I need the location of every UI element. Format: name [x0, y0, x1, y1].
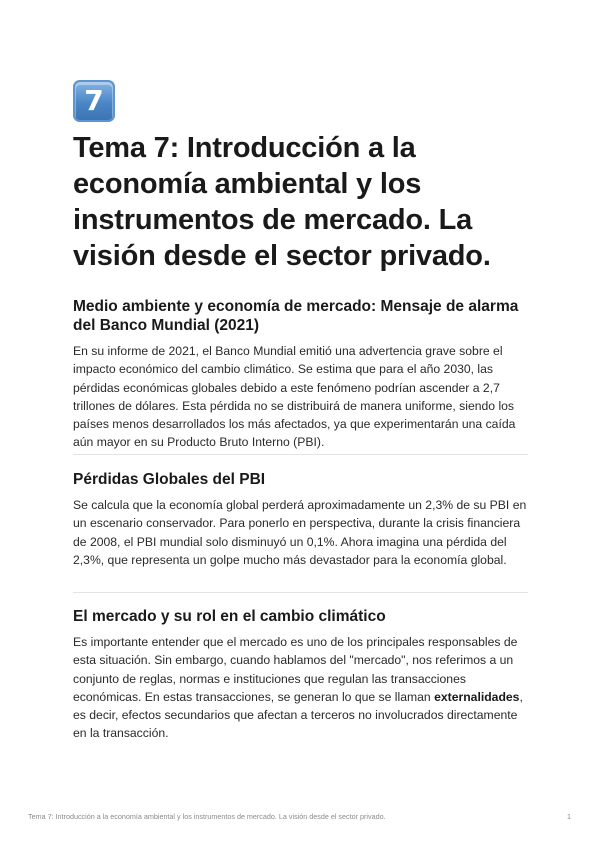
section-divider: [73, 592, 528, 593]
page-footer: Tema 7: Introducción a la economía ambiental y los instrumentos de mercado. La visión desde el sector privado.: [28, 812, 386, 821]
section-banco-mundial: [73, 297, 528, 452]
section-mercado-rol: [73, 607, 528, 743]
externalidades-term: externalidades: [434, 689, 520, 704]
section-body: [73, 633, 528, 743]
section-heading: El mercado y su rol en el cambio climático: [73, 608, 386, 625]
keycap-seven-icon: [73, 80, 115, 122]
section-body: Se calcula que la economía global perderá aproximadamente un 2,3% de su PBI en un escenario conservador. Para ponerlo en perspectiva, durante la crisis financiera de 2008, el PBI mundial solo disminuyó un 0,1%. Ahora imagina una pérdida del 2,3%, que representa un golpe mucho más devastador para la economía global.: [73, 498, 527, 567]
body-text-end: , es decir, efectos secundarios que afectan a terceros no involucrados directamente en la transacción.: [73, 689, 523, 741]
section-divider: [73, 454, 528, 455]
section-heading: Medio ambiente y economía de mercado: Mensaje de alarma del Banco Mundial (2021): [73, 298, 519, 334]
keycap-glyph: 7: [84, 84, 104, 117]
section-perdidas-pbi: [73, 470, 528, 569]
body-text-start: Es importante entender que el mercado es uno de los principales responsables de esta situación. Sin embargo, cuando hablamos del "mercado", nos referimos a un conjunto de reglas, normas e instituciones que regulan las transacciones económicas. En estas transacciones, se generan lo que se llaman: [73, 635, 518, 704]
page-number: 1: [567, 812, 571, 821]
section-body: En su informe de 2021, el Banco Mundial emitió una advertencia grave sobre el impacto económico del cambio climático. Se estima que para el año 2030, las pérdidas económicas globales debido a este fenómeno podrían ascender a 2,7 trillones de dólares. Esta pérdida no se distribuirá de manera uniforme, siendo los países menos desarrollados los más afectados, ya que experimentarán una caída aún mayor en su Producto Bruto Interno (PBI).: [73, 344, 516, 450]
page-title: Tema 7: Introducción a la economía ambiental y los instrumentos de mercado. La visión desde el sector privado.: [73, 132, 491, 272]
section-heading: Pérdidas Globales del PBI: [73, 471, 266, 488]
